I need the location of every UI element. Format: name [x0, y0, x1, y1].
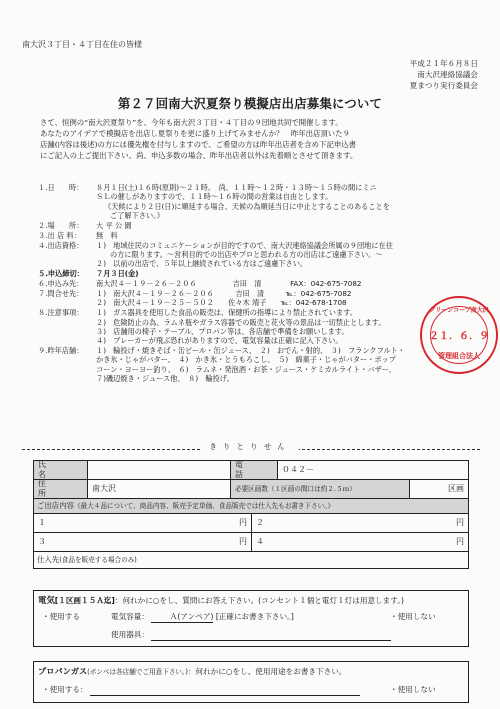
item-line: 無 料	[96, 230, 118, 240]
electricity-use-option[interactable]: ・使用する	[42, 612, 80, 621]
capacity-field[interactable]	[151, 612, 213, 623]
item-line: の方に限ります。～営利目的での出店やプロと思われる方の出店はご遠慮下さい。～	[110, 250, 383, 260]
form-row-address	[34, 480, 468, 499]
address-prefix: 南大沢	[92, 483, 116, 493]
stall-item-number: ２	[256, 517, 264, 527]
electricity-instruction: ：何れかに○をし、質問にお答え下さい。(コンセント１個と電灯１灯は用意します。)	[114, 596, 404, 605]
item-line: ＳＬの催しがありますので、１１時～１６時の間の営業は自由とします。	[96, 192, 333, 202]
item-contact	[22, 289, 484, 308]
stall-item-unit: 円	[239, 517, 247, 527]
stamp-top-text: グリーンコープ南大沢	[429, 307, 489, 314]
item-line: １) 南大沢４－１９－２６－２０６ 吉田 清 ℡：042-675-7082	[96, 288, 352, 298]
supplier-label: 仕入先	[37, 555, 60, 565]
item-label: ４.出店資格：	[38, 240, 84, 250]
equipment-row	[111, 630, 391, 641]
propane-note: (ボンベは各店舗でご用意下さい。)	[87, 668, 188, 676]
stamp-date: ２１．６．９	[429, 331, 489, 342]
electricity-heading: 電気	[38, 595, 55, 605]
name-label: 氏 名	[34, 461, 88, 479]
item-label: ９.昨年店舗：	[38, 346, 84, 356]
stall-item-unit: 円	[239, 536, 247, 546]
phone-prefix: ０４２－	[282, 464, 314, 474]
item-submit-to	[22, 279, 484, 288]
capacity-unit: Ａ(アンペア)	[169, 612, 214, 621]
item-line: ご了解下さい。》	[110, 211, 164, 221]
item-line: ２) 危険防止の為、ラムネ瓶やガラス容器での販売と花火等の景品は一切禁止とします。	[96, 317, 386, 327]
supplier-field[interactable]	[34, 552, 468, 568]
electricity-no-use-option[interactable]: ・使用しない	[390, 612, 436, 621]
issue-date: 平成２１年６月８日	[409, 59, 478, 68]
equipment-field[interactable]	[151, 630, 391, 641]
item-line: 《天候により２日(日)に順延する場合、天候の為順延当日に中止とすることのあることを	[104, 201, 390, 211]
item-fee	[22, 231, 484, 240]
item-line: ４) ブレーカーが飛ぶ恐れがありますので、電気容量は正確に記入下さい。	[96, 336, 343, 346]
electricity-header	[38, 595, 404, 606]
stall-item-unit: 円	[456, 517, 464, 527]
issuer-block	[410, 58, 478, 91]
form-row-stall-header	[34, 499, 468, 514]
item-line: 南大沢４－１９－２６－２０６ 吉田 清 FAX：042-675-7082	[96, 279, 362, 289]
propane-heading: プロパンガス	[38, 666, 88, 676]
item-label: ６.申込み先：	[38, 279, 84, 289]
item-label: ８.注意事項：	[38, 308, 84, 318]
stamp-bottom-text: 管理組合法人	[438, 352, 480, 360]
item-line: コーン・ヨーヨー釣り、 ６) ラムネ・発泡酒・お茶・ジュース・ケミカルライト・バザー、	[96, 364, 396, 374]
item-line: １) 地域住民のコミュニケーションが目的ですので、南大沢連絡協議会所属の９団地に在住	[96, 240, 393, 250]
item-label: ３.出 店 料：	[38, 230, 81, 240]
item-line: １) 輪投げ・焼きそば・缶ビール・缶ジュース、 ２) おでん・射的、 ３) フランクフルト・	[96, 346, 406, 356]
intro-line: にご記入の上ご提出下さい。尚、申込多数の場合、昨年出店者以外は先着順とさせて頂きます。	[40, 151, 358, 161]
propane-use-option[interactable]: ・使用する：	[42, 685, 88, 694]
item-label: ７.問合せ先：	[38, 288, 84, 298]
application-form	[33, 460, 469, 569]
electricity-limit: [１区画１５Ａ迄]	[54, 596, 115, 605]
cut-line-label	[0, 442, 500, 452]
item-datetime	[22, 183, 484, 220]
electricity-capacity	[111, 612, 294, 623]
stall-item-2[interactable]	[252, 514, 468, 532]
propane-no-use-option[interactable]: ・使用しない	[390, 685, 436, 694]
stall-header	[34, 499, 468, 513]
item-line: 大 平 公 園	[96, 220, 132, 230]
stall-item-3[interactable]	[34, 533, 252, 551]
frontage-label: 必要区画数（１区画の間口は約２.５ｍ）	[231, 480, 410, 498]
details-list	[22, 183, 484, 384]
stall-item-4[interactable]	[252, 533, 468, 551]
item-line: ７)磯辺焼き・ジュース他、 ８) 輪投げ。	[96, 374, 234, 384]
propane-use-row	[42, 685, 360, 696]
item-notes	[22, 308, 484, 345]
item-line: ３) 店舗用の椅子・テーブル、プロパン等は、各店舗で準備をお願いします。	[96, 326, 349, 336]
equipment-label: 使用器具：	[111, 630, 149, 639]
item-place	[22, 221, 484, 230]
item-line: ２) 以前の出店で、５年以上継続されている方はご遠慮下さい。	[96, 259, 308, 269]
capacity-note: [正確にお書き下さい。]	[215, 612, 294, 621]
supplier-note: (食品を販売する場合のみ)	[59, 555, 137, 564]
address-field[interactable]	[88, 480, 231, 498]
deadline-value: ７月３日(金)	[96, 269, 139, 279]
intro-line: あなたのアイデアで模擬店を出店し夏祭りを更に盛り上げてみませんか？ 昨年出店頂いた９	[40, 129, 350, 139]
stall-label: ご出店内容	[37, 501, 74, 511]
phone-field[interactable]	[278, 461, 468, 479]
capacity-label: 電気容量：	[111, 612, 149, 621]
addressee: 南大沢３丁目・４丁目在住の皆様	[22, 40, 142, 49]
received-stamp	[420, 296, 498, 374]
form-row-name	[34, 461, 468, 480]
stall-item-number: １	[38, 517, 46, 527]
issuer-committee: 夏まつり実行委員会	[409, 81, 478, 90]
stall-item-unit: 円	[456, 536, 464, 546]
propane-header	[38, 666, 346, 677]
stall-note: 《最大４品について、商品内容、販売予定単価、食品販売では仕入先もお書き下さい。》	[73, 501, 335, 510]
intro-line: 店舗(内容は後述)の方には優先権を付与しますので、ご希望の方は昨年出店者を含め下記申込書	[40, 140, 357, 150]
item-label: ２.場 所：	[38, 220, 84, 230]
intro-paragraph	[40, 117, 478, 161]
item-line: １) ガス器具を使用した食品の販売は、保健所の指導により禁止されています。	[96, 308, 357, 318]
stall-item-number: ４	[256, 536, 264, 546]
form-row-items-2	[34, 533, 468, 552]
name-field[interactable]	[88, 461, 231, 479]
propane-section	[33, 661, 469, 703]
issuer-council: 南大沢連絡協議会	[417, 70, 478, 79]
item-label: １.日 時：	[38, 183, 84, 192]
item-eligibility	[22, 241, 484, 269]
cut-line-text: きりとりせん	[201, 442, 299, 451]
item-line: かき氷・じゃがバター、 ４) かき氷・とうもろこし、 ５) 綿菓子・じゃがバター・ポップ	[96, 355, 396, 365]
electricity-section	[33, 590, 469, 647]
phone-label: 電 話	[231, 461, 278, 479]
item-line: ２) 南大沢４－１９－２５－５０２ 佐々木 靖子 ℡：042-678-1708	[96, 298, 347, 308]
address-label: 住 所	[34, 480, 88, 498]
form-row-supplier	[34, 552, 468, 568]
propane-usage-field[interactable]	[90, 685, 360, 696]
item-deadline	[22, 269, 484, 278]
page-title: 第２７回南大沢夏祭り模擬店出店募集について	[117, 96, 383, 111]
form-row-items-1	[34, 514, 468, 533]
stall-item-1[interactable]	[34, 514, 252, 532]
intro-line: さて、恒例の“南大沢夏祭り”を、今年も南大沢３丁目・４丁目の９団地共同で開催します。	[40, 118, 343, 127]
frontage-unit: 区画	[448, 483, 464, 493]
item-last-year-stalls	[22, 346, 484, 383]
item-line: ８月１日(土)１６時(原則)～２１時。 尚、１１時～１２時・１３時～１５時の間にミニ	[96, 183, 377, 192]
frontage-field[interactable]	[410, 480, 468, 498]
stall-item-number: ３	[38, 536, 46, 546]
propane-instruction: ：何れかに○をし、使用用途をお書き下さい。	[187, 667, 347, 676]
item-label: ５.申込締切：	[38, 269, 84, 279]
